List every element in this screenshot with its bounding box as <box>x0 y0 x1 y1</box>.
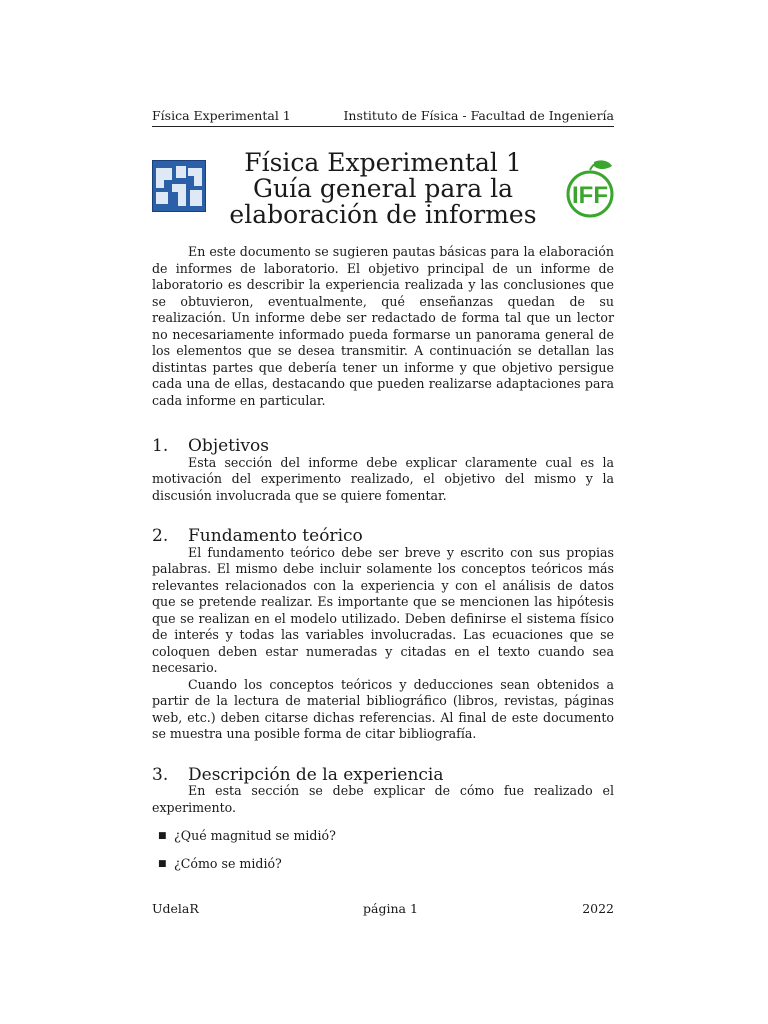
section-paragraph: En esta sección se debe explicar de cómo fue realizado el experimento. <box>152 783 614 815</box>
section-heading <box>152 438 614 455</box>
section-fundamento-teorico <box>152 528 614 743</box>
title-block <box>150 148 616 229</box>
section-title: Objetivos <box>188 436 269 456</box>
intro-paragraph: En este documento se sugieren pautas básicas para la elaboración de informes de laboratorio. El objetivo principal de un informe de laboratorio es describir la experiencia realizada y las conclusiones que se obtuvieron, eventualmente, qué enseñanzas quedan de su realización. Un informe debe ser redactado de forma tal que un lector no necesariamente informado pueda formarse un panorama general de los elementos que se desea transmitir. A continuación se detallan las distintas partes que debería tener un informe y que objetivo persigue cada una de ellas, destacando que pueden realizarse adaptaciones para cada informe en particular. <box>152 244 614 408</box>
title-line-1: Física Experimental 1 <box>244 148 522 177</box>
udelar-logo-icon <box>152 160 206 212</box>
section-heading <box>152 528 614 545</box>
section-descripcion-experiencia <box>152 764 614 873</box>
bullet-list <box>152 828 614 872</box>
bullet-icon: ■ <box>158 858 167 869</box>
header-right: Instituto de Física - Facultad de Ingeniería <box>343 108 614 123</box>
section-title: Descripción de la experiencia <box>188 764 444 785</box>
bullet-icon: ■ <box>158 831 167 841</box>
iff-logo-icon <box>564 158 616 218</box>
section-number: 1. <box>152 436 169 456</box>
section-title: Fundamento teórico <box>188 526 363 546</box>
header-left: Física Experimental 1 <box>152 108 291 123</box>
list-item <box>152 828 614 845</box>
section-objetivos <box>152 438 614 504</box>
page-footer <box>152 901 614 916</box>
section-paragraph: Esta sección del informe debe explicar claramente cual es la motivación del experimento realizado, el objetivo del mismo y la discusión involucrada que se quiere fomentar. <box>152 454 614 503</box>
section-number: 3. <box>152 764 169 785</box>
page-number: página 1 <box>363 901 418 916</box>
section-paragraph: Cuando los conceptos teóricos y deducciones sean obtenidos a partir de la lectura de material bibliográfico (libros, revistas, páginas web, etc.) deben citarse dichas referencias. Al final de este documento se muestra una posible forma de citar bibliografía. <box>152 676 614 741</box>
section-heading <box>152 764 614 785</box>
document-title <box>220 150 546 228</box>
footer-year: 2022 <box>582 901 614 916</box>
list-item-text: ¿Qué magnitud se midió? <box>174 828 336 843</box>
title-line-2: Guía general para la <box>252 174 514 203</box>
title-line-3: elaboración de informes <box>229 200 537 229</box>
footer-left: UdelaR <box>152 901 199 916</box>
list-item <box>152 856 614 873</box>
list-item-text: ¿Cómo se midió? <box>174 855 282 871</box>
section-paragraph: El fundamento teórico debe ser breve y escrito con sus propias palabras. El mismo debe incluir solamente los conceptos teóricos más relevantes relacionados con la experiencia y con el análisis de datos que se pretende realizar. Es importante que se mencionen las hipótesis que se realizan en el modelo utilizado. Deben definirse el sistema físico de interés y todas las variables involucradas. Las ecuaciones que se coloquen deben estar numeradas y citadas en el texto cuando sea necesario. <box>152 544 614 675</box>
section-number: 2. <box>152 526 169 546</box>
document-body <box>152 244 614 883</box>
iff-logo-text: IFF <box>572 182 608 209</box>
page-header <box>152 108 614 127</box>
